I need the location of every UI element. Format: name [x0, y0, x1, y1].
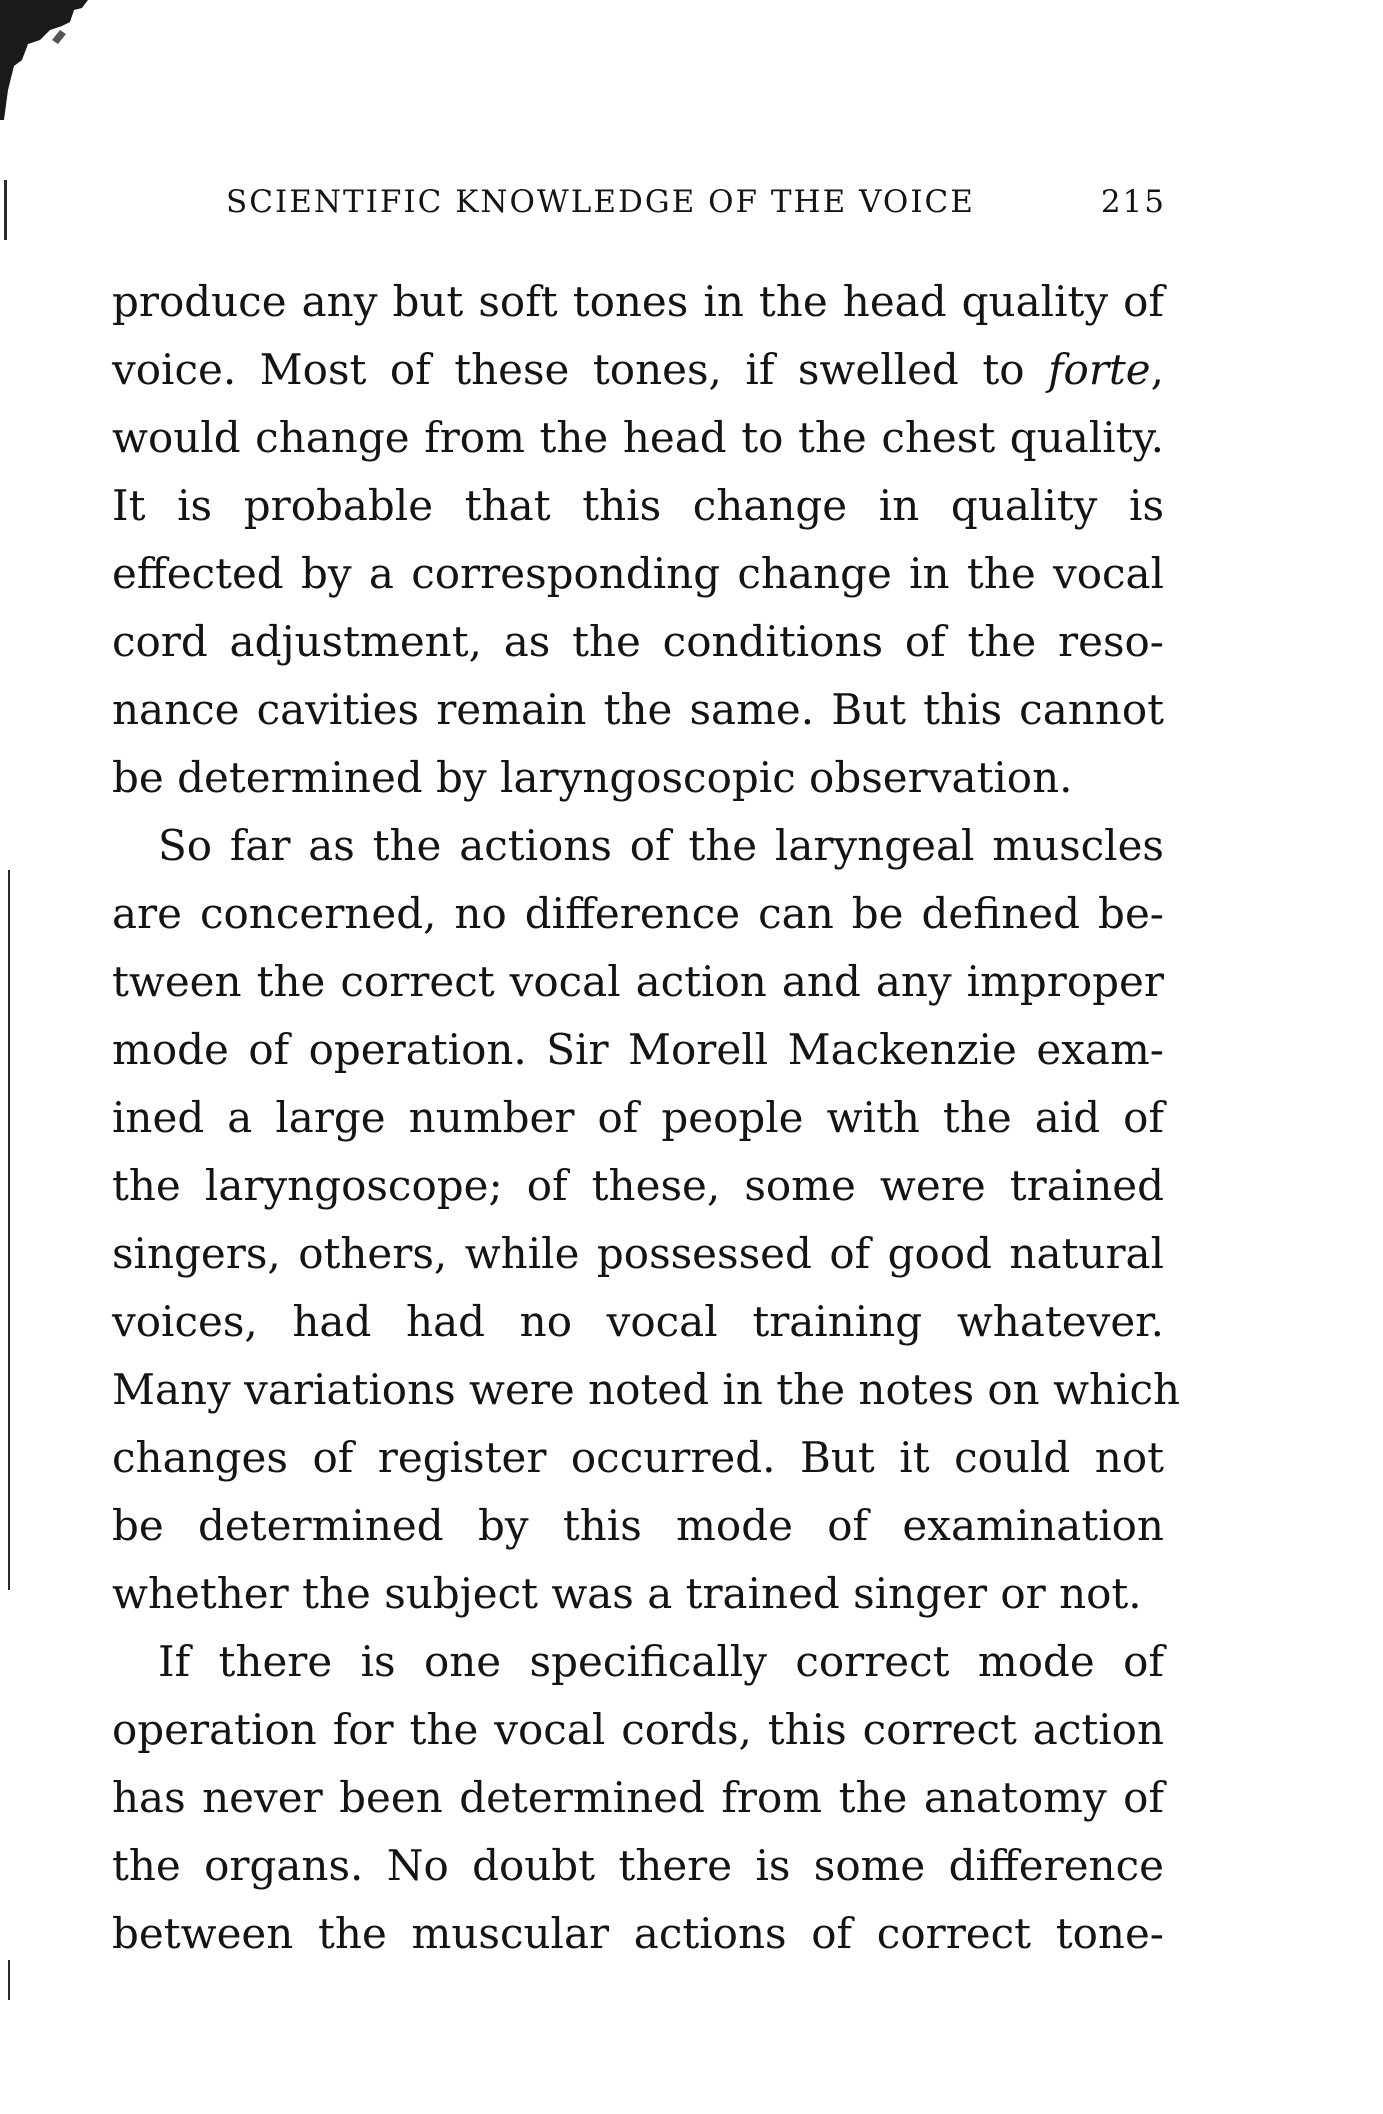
text-line: whether the subject was a trained singer or not. [112, 1569, 1142, 1618]
text-line: be determined by laryngoscopic observation. [112, 753, 1073, 802]
text-line: would change from the head to the chest quality. [112, 413, 1164, 462]
text-line: voices, had had no vocal training whatever. [112, 1297, 1164, 1346]
page-header [226, 184, 1166, 224]
text-line: the laryngoscope; of these, some were trained [112, 1161, 1164, 1210]
text-line: So far as the actions of the laryngeal muscles [158, 821, 1164, 870]
text-line: between the muscular actions of correct tone- [112, 1909, 1164, 1958]
text-line: voice. Most of these tones, if swelled to forte, [112, 345, 1164, 394]
text-line: singers, others, while possessed of good natural [112, 1229, 1164, 1278]
text-line: changes of register occurred. But it could not [112, 1433, 1164, 1482]
text-line: mode of operation. Sir Morell Mackenzie exam- [112, 1025, 1164, 1074]
body-text [112, 268, 1181, 1968]
text-line: be determined by this mode of examination [112, 1501, 1164, 1550]
page-edge-mark [8, 870, 10, 1590]
text-line: tween the correct vocal action and any improper [112, 957, 1164, 1006]
scan-corner-shadow [0, 0, 96, 120]
paragraph [112, 812, 1181, 1628]
page-edge-mark [4, 180, 7, 240]
paragraph [112, 268, 1164, 812]
page-edge-mark [8, 1960, 10, 2000]
paragraph [112, 1628, 1164, 1968]
page-number: 215 [1100, 184, 1166, 220]
text-line: has never been determined from the anatomy of [112, 1773, 1164, 1822]
text-line: effected by a corresponding change in the vocal [112, 549, 1164, 598]
text-line: If there is one specifically correct mode of [158, 1637, 1164, 1686]
text-line: the organs. No doubt there is some difference [112, 1841, 1164, 1890]
text-line: It is probable that this change in quality is [112, 481, 1164, 530]
text-line: nance cavities remain the same. But this cannot [112, 685, 1164, 734]
text-line: Many variations were noted in the notes on which [112, 1365, 1181, 1414]
running-head: SCIENTIFIC KNOWLEDGE OF THE VOICE [226, 184, 975, 220]
text-line: produce any but soft tones in the head quality of [112, 277, 1164, 326]
text-line: cord adjustment, as the conditions of the reso- [112, 617, 1164, 666]
text-line: ined a large number of people with the aid of [112, 1093, 1164, 1142]
text-line: are concerned, no difference can be defined be- [112, 889, 1164, 938]
text-line: operation for the vocal cords, this correct action [112, 1705, 1164, 1754]
